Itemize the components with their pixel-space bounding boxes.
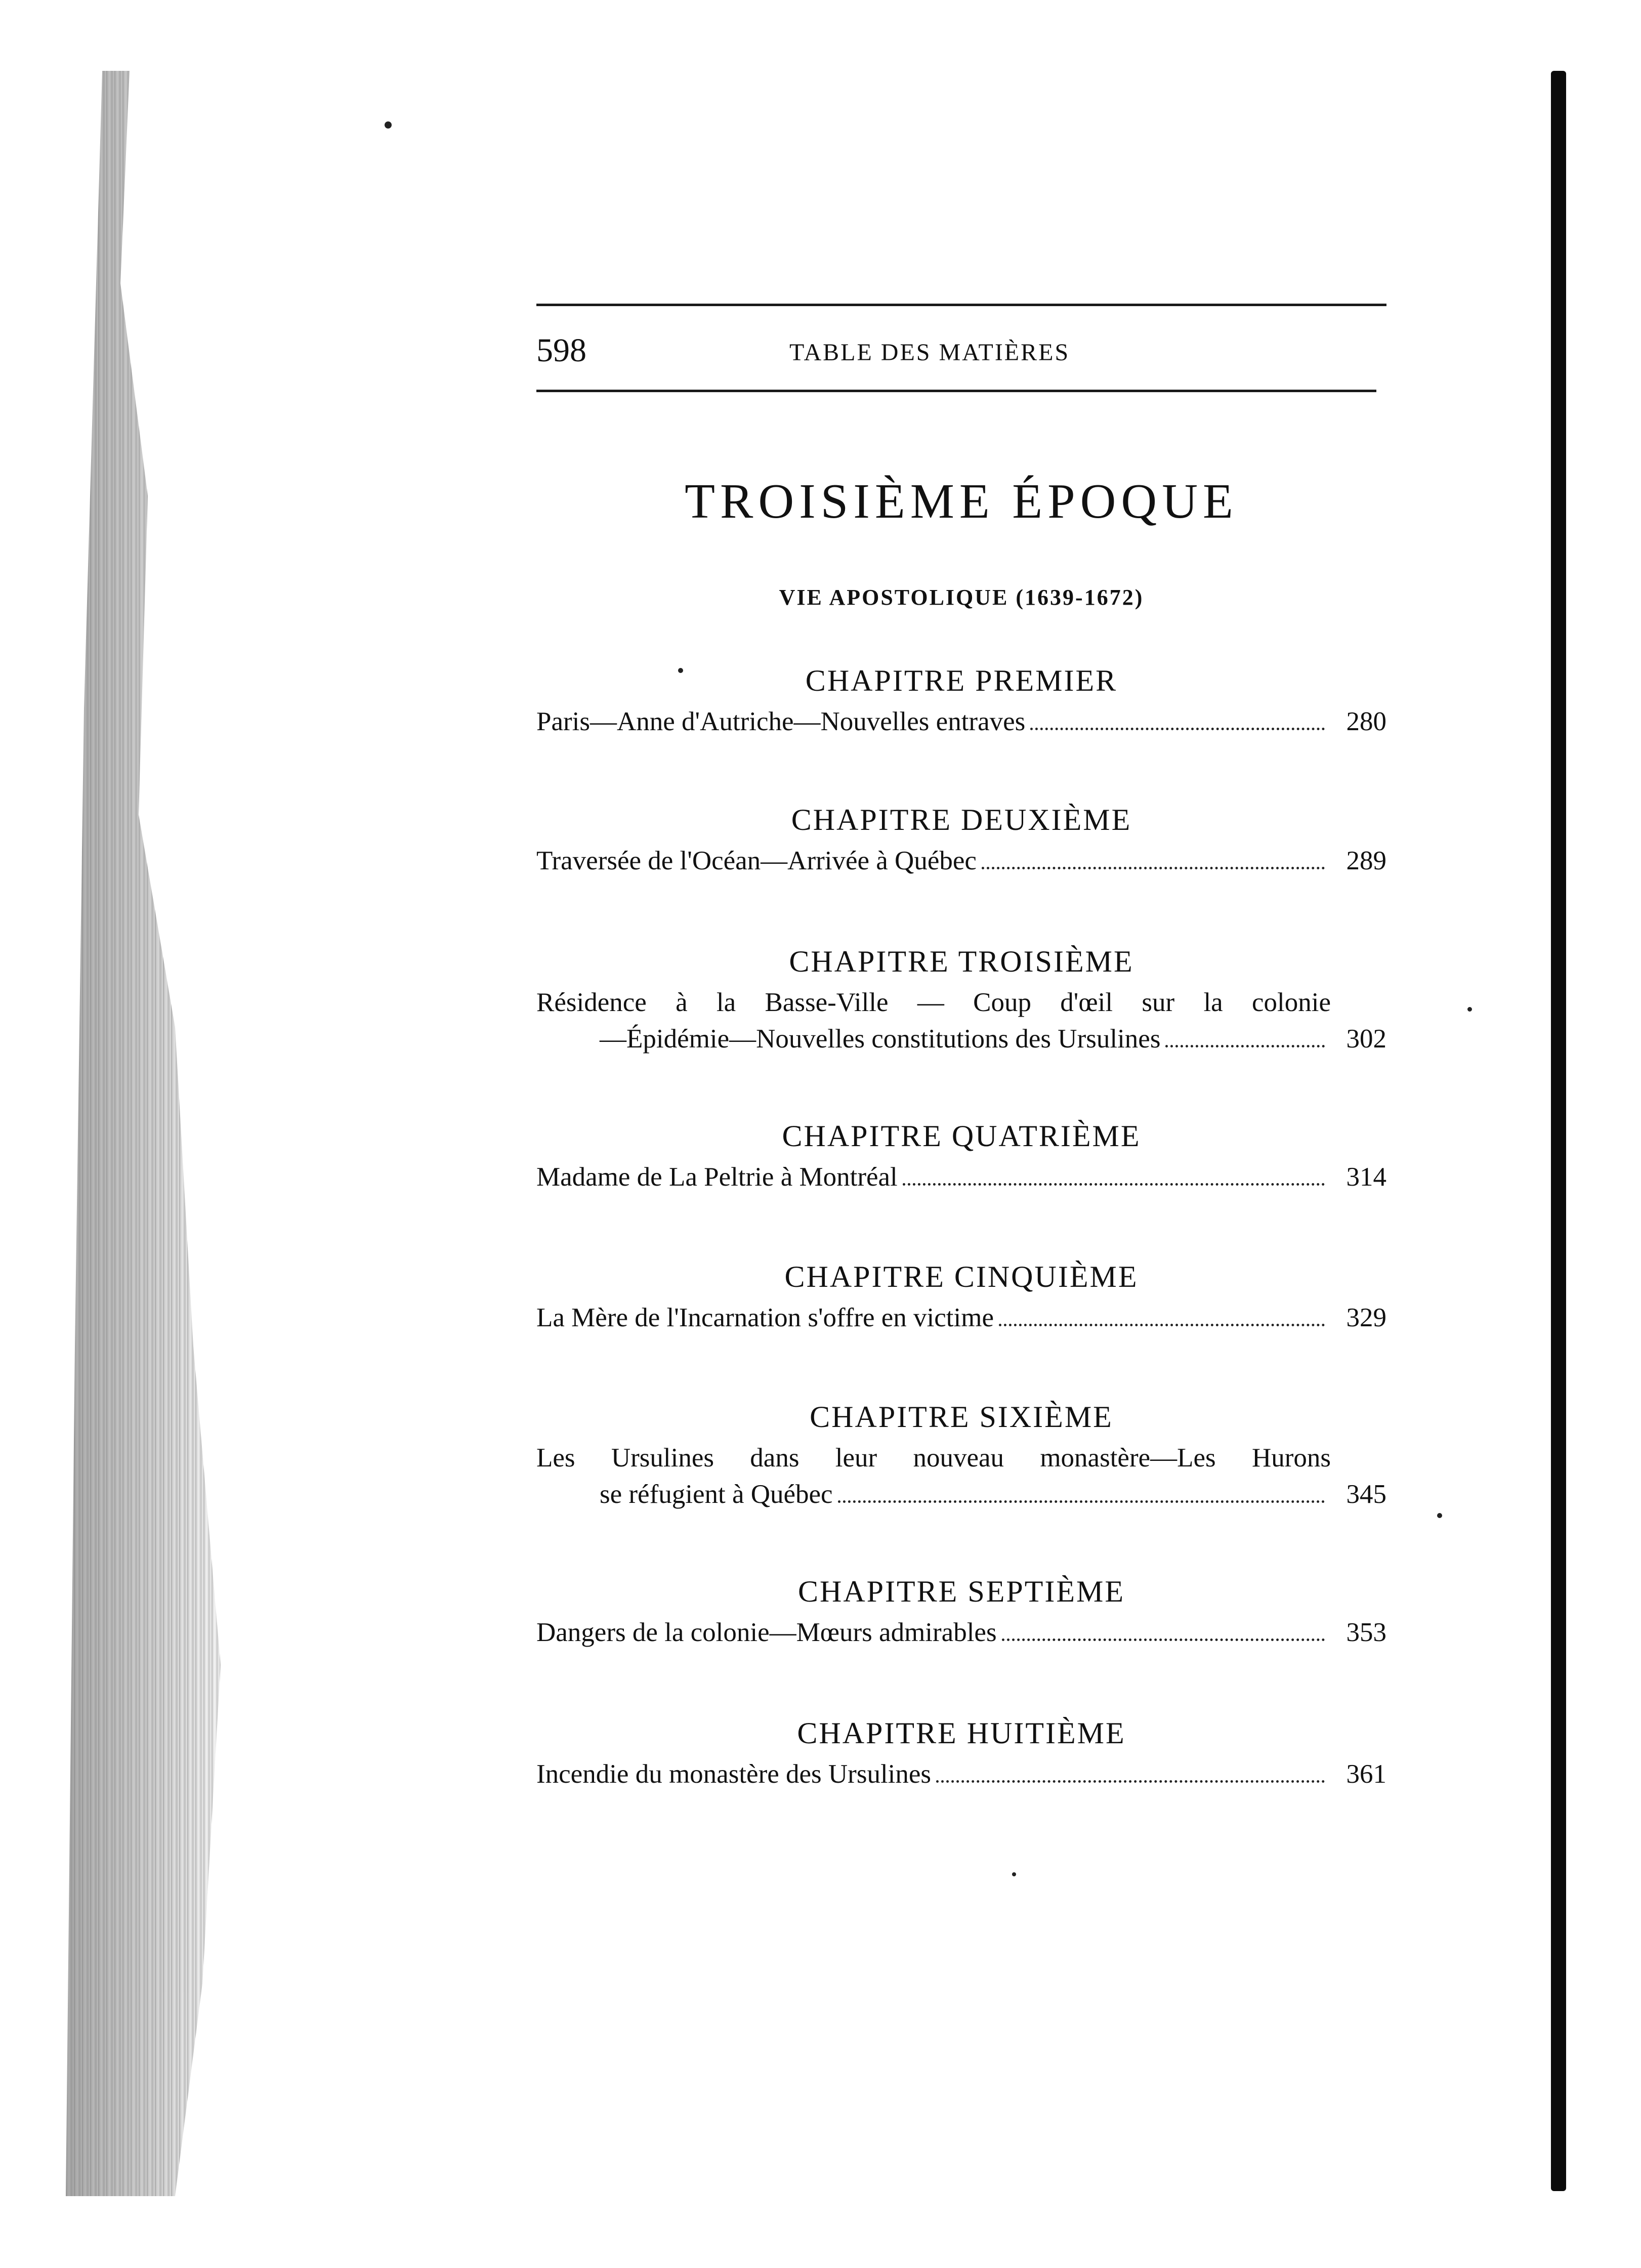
chapter-heading: CHAPITRE QUATRIÈME [782, 1119, 1141, 1153]
dot-leader [936, 1780, 1325, 1783]
toc-page-number: 361 [1346, 1759, 1386, 1789]
toc-entry-text: La Mère de l'Incarnation s'offre en victime [536, 1303, 994, 1332]
chapter-heading: CHAPITRE SEPTIÈME [797, 1575, 1125, 1608]
chapter-3 [536, 939, 1386, 1057]
page-number: 598 [536, 332, 586, 369]
toc-entry [536, 1614, 1386, 1651]
scan-speck [385, 121, 392, 129]
epoch-subtitle: VIE APOSTOLIQUE (1639-1672) [779, 585, 1144, 610]
toc-page-number: 289 [1346, 846, 1386, 875]
chapter-5 [536, 1254, 1386, 1336]
toc-entry-text-continued: se réfugient à Québec [600, 1480, 833, 1509]
toc-page-number: 314 [1346, 1162, 1386, 1192]
toc-entry [536, 1440, 1386, 1513]
scan-shadow-left [66, 71, 248, 2196]
scan-shadow-right [1551, 71, 1566, 2191]
toc-page-number: 345 [1346, 1480, 1386, 1509]
toc-entry-text: Traversée de l'Océan—Arrivée à Québec [536, 846, 977, 875]
dot-leader [999, 1324, 1325, 1326]
chapter-heading: CHAPITRE TROISIÈME [789, 945, 1134, 978]
scan-speck [678, 668, 683, 673]
scan-speck [1012, 1872, 1016, 1876]
chapter-heading: CHAPITRE SIXIÈME [810, 1400, 1113, 1434]
dot-leader [1165, 1045, 1325, 1047]
chapter-heading: CHAPITRE DEUXIÈME [791, 803, 1132, 836]
header-rule-bottom [536, 390, 1376, 392]
running-title: TABLE DES MATIÈRES [789, 339, 1070, 366]
running-head [536, 331, 1376, 377]
chapter-6 [536, 1394, 1386, 1513]
toc-entry-text: Incendie du monastère des Ursulines [536, 1759, 932, 1789]
toc-page-number: 353 [1346, 1618, 1386, 1647]
toc-entry [536, 843, 1386, 879]
toc-entry-text: Dangers de la colonie—Mœurs admirables [536, 1618, 997, 1647]
toc-entry [536, 1756, 1386, 1792]
chapter-8 [536, 1710, 1386, 1792]
toc-entry-text: Résidence à la Basse-Ville — Coup d'œil sur la colonie [536, 988, 1331, 1017]
toc-entry [536, 1159, 1386, 1195]
scan-speck [1437, 1513, 1442, 1518]
toc-entry-text: Madame de La Peltrie à Montréal [536, 1162, 898, 1192]
dot-leader [903, 1183, 1325, 1186]
toc-entry [536, 984, 1386, 1057]
dot-leader [838, 1500, 1325, 1503]
chapter-4 [536, 1113, 1386, 1195]
chapter-heading: CHAPITRE HUITIÈME [797, 1716, 1126, 1750]
toc-entry-text-continued: —Épidémie—Nouvelles constitutions des Ursulines [600, 1024, 1161, 1054]
scan-speck [1467, 1007, 1472, 1012]
dot-leader [1002, 1639, 1325, 1641]
chapter-heading: CHAPITRE CINQUIÈME [784, 1260, 1139, 1293]
toc-entry-text: Paris—Anne d'Autriche—Nouvelles entraves [536, 707, 1026, 736]
toc-entry [536, 703, 1386, 740]
toc-page-number: 280 [1346, 707, 1386, 736]
chapter-7 [536, 1569, 1386, 1651]
dot-leader [982, 867, 1325, 869]
dot-leader [1030, 728, 1325, 730]
toc-page-number: 302 [1346, 1024, 1386, 1054]
toc-entry [536, 1299, 1386, 1336]
epoch-title: TROISIÈME ÉPOQUE [685, 474, 1238, 529]
chapter-heading: CHAPITRE PREMIER [805, 664, 1118, 697]
chapter-2 [536, 797, 1386, 879]
header-rule-top [536, 304, 1386, 306]
toc-page-number: 329 [1346, 1303, 1386, 1332]
chapter-1 [536, 658, 1386, 740]
toc-page [536, 304, 1386, 1923]
toc-entry-text: Les Ursulines dans leur nouveau monastère—Les Hurons [536, 1443, 1331, 1473]
